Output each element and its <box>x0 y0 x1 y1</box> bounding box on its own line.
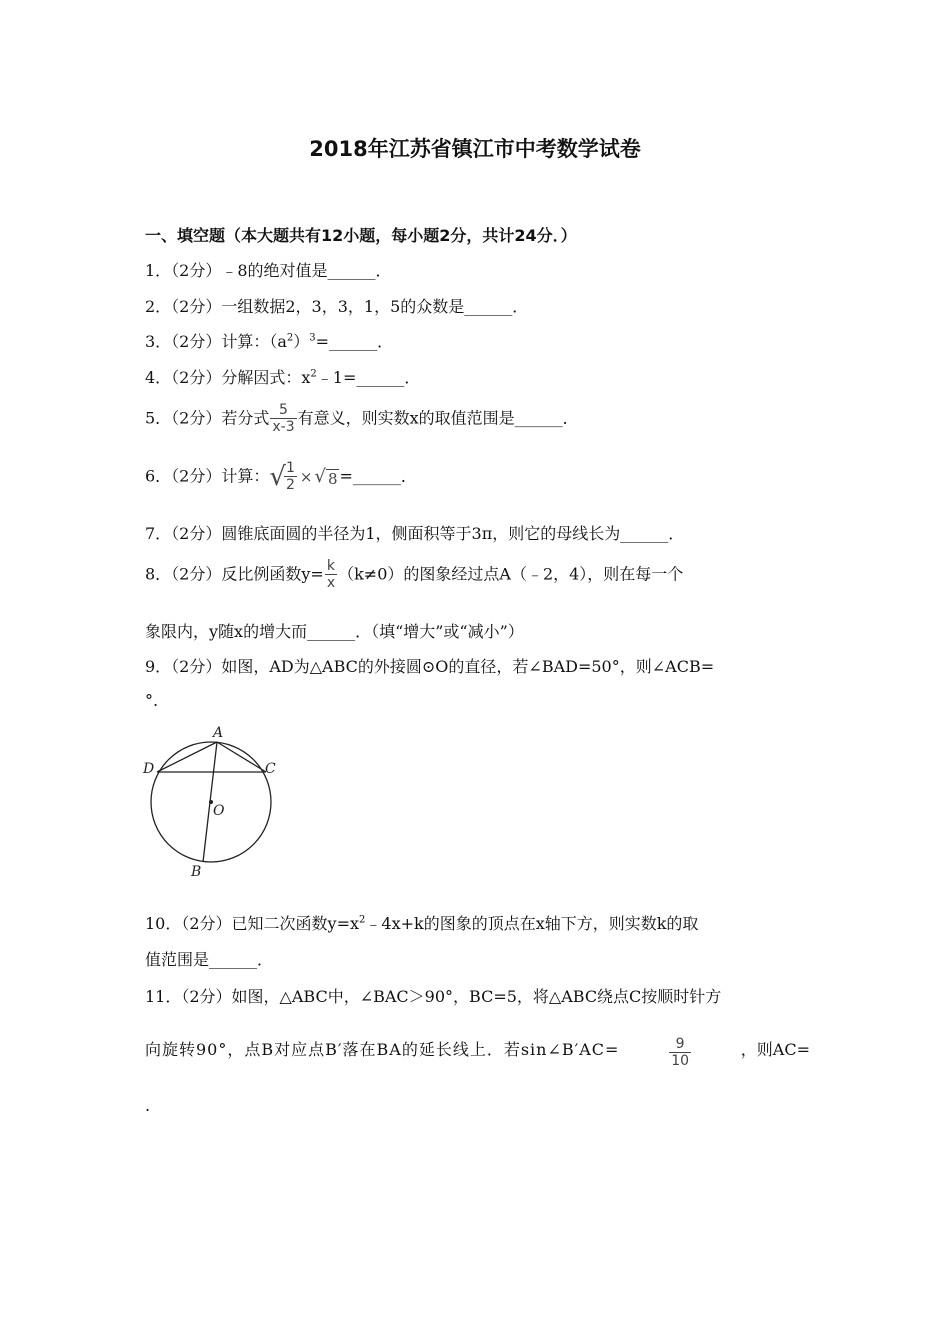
question-11: 11．（2分）如图，△ABC中，∠BAC＞90°，BC=5，将△ABC绕点C按顺时针方 <box>145 987 722 1006</box>
fraction-denominator: 10 <box>671 1053 690 1069</box>
radicand: 8 <box>327 469 338 488</box>
question-5 <box>145 403 810 435</box>
question-7: 7．（2分）圆锥底面圆的半径为1，侧面积等于3π，则它的母线长为______． <box>145 524 685 543</box>
page-title: 2018年江苏省镇江市中考数学试卷 <box>309 137 641 161</box>
question-2: 2．（2分）一组数据2，3，3，1，5的众数是______． <box>145 297 529 316</box>
question-3-pre: 3．（2分）计算：（a <box>145 332 287 351</box>
label-b: B <box>191 864 202 880</box>
question-3-exponent-1: 2 <box>286 332 294 344</box>
question-6 <box>145 461 810 493</box>
circle-figure <box>140 722 290 882</box>
times-sign: × <box>299 468 313 486</box>
question-3-exponent-2: 3 <box>309 332 316 344</box>
fraction-denominator: 2 <box>285 477 295 493</box>
label-a: A <box>213 725 224 741</box>
question-4-post: ﹣1=______． <box>316 368 421 387</box>
question-4 <box>145 365 810 388</box>
question-10-line-2: 值范围是______． <box>145 950 274 969</box>
fraction-numerator: 9 <box>669 1037 691 1053</box>
question-6-fraction <box>284 461 297 493</box>
question-5-pre: 5．（2分）若分式 <box>145 408 270 428</box>
question-6-post: =______． <box>339 466 417 486</box>
question-8-post: （k≠0）的图象经过点A（﹣2，4），则在每一个 <box>338 564 684 584</box>
segment-ac <box>217 742 266 772</box>
question-5-post: 有意义，则实数x的取值范围是______． <box>297 408 579 428</box>
question-11-line-2-post: ，则AC= <box>740 1040 810 1059</box>
question-3-mid: ） <box>293 332 310 351</box>
question-3-post: =______． <box>315 332 394 351</box>
fraction-numerator: k <box>325 559 337 575</box>
label-c: C <box>265 761 276 777</box>
question-10-exponent: 2 <box>359 914 366 926</box>
question-11-line-2 <box>145 1037 810 1069</box>
question-9: 9．（2分）如图，AD为△ABC的外接圆⊙O的直径，若∠BAD=50°，则∠ACB= <box>145 657 715 676</box>
question-11-fraction <box>669 1037 691 1069</box>
question-10-pre: 10．（2分）已知二次函数y=x <box>145 914 360 933</box>
question-1: 1．（2分）﹣8的绝对值是______． <box>145 261 392 280</box>
question-3 <box>145 329 810 352</box>
question-11-line-3: . <box>145 1096 151 1115</box>
section-heading: 一、填空题（本大题共有12小题，每小题2分，共计24分．） <box>145 226 577 245</box>
question-5-fraction <box>270 403 296 435</box>
question-11-line-2-pre: 向旋转90°，点B对应点B′落在BA的延长线上．若sin∠B′AC= <box>145 1040 620 1059</box>
fraction-numerator: 5 <box>270 403 296 419</box>
sqrt-eight: √ 8 <box>314 466 338 488</box>
fraction-numerator: 1 <box>285 460 295 476</box>
question-8-fraction <box>325 559 337 591</box>
label-d: D <box>143 761 155 777</box>
question-10-post: ﹣4x+k的图象的顶点在x轴下方，则实数k的取 <box>365 914 699 933</box>
question-8-pre: 8．（2分）反比例函数y= <box>145 564 324 584</box>
label-o: O <box>213 803 225 819</box>
question-4-pre: 4．（2分）分解因式：x <box>145 368 311 387</box>
question-4-exponent: 2 <box>310 368 317 380</box>
sqrt-half: √ $\frac{1}{2}$ <box>269 460 295 493</box>
fraction-denominator: x-3 <box>272 419 295 435</box>
question-10 <box>145 911 810 934</box>
question-8-line-2: 象限内，y随x的增大而______．（填“增大”或“减小”） <box>145 622 524 641</box>
question-8 <box>145 559 810 591</box>
fraction-denominator: x <box>326 575 336 591</box>
question-6-pre: 6．（2分）计算： <box>145 466 270 486</box>
question-9-line-2: °. <box>145 691 159 710</box>
